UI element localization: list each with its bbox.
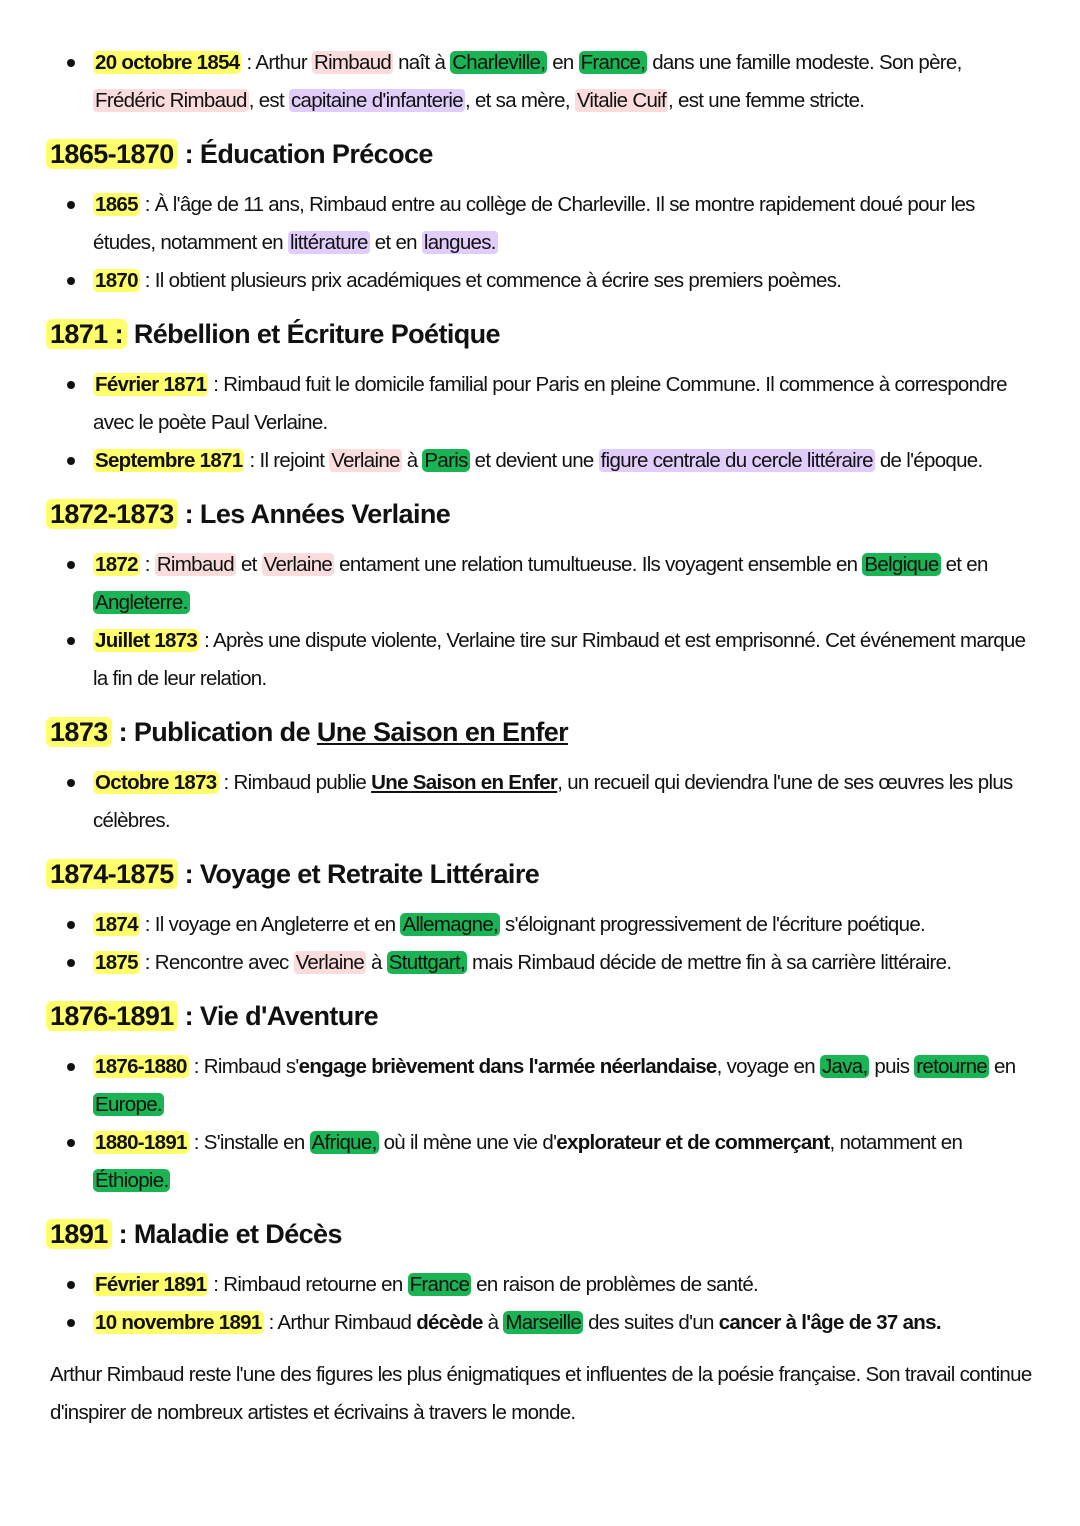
place-highlight: Afrique, xyxy=(311,1131,377,1154)
text-run: : Arthur Rimbaud xyxy=(263,1311,417,1334)
list-item xyxy=(46,1304,1036,1342)
timeline-section xyxy=(46,996,1036,1200)
list-item xyxy=(46,944,1036,982)
text-run: , et sa mère, xyxy=(464,89,575,112)
event-list xyxy=(46,1048,1036,1200)
place-highlight: Stuttgart, xyxy=(388,951,465,974)
section-year: 1874-1875 xyxy=(46,859,178,889)
date-highlight: 10 novembre 1891 xyxy=(95,1311,262,1334)
concept-highlight: littérature xyxy=(290,231,368,254)
timeline-section xyxy=(46,854,1036,982)
section-heading xyxy=(46,1214,1036,1254)
section-heading xyxy=(46,314,1036,354)
date-highlight: 1876-1880 xyxy=(95,1055,187,1078)
timeline-section xyxy=(46,1214,1036,1342)
person-highlight: Rimbaud xyxy=(156,553,234,576)
text-run: : Rimbaud retourne en xyxy=(208,1273,408,1296)
place-highlight: Angleterre. xyxy=(95,591,188,614)
text-run: : Rimbaud fuit le domicile familial pour Paris en pleine Commune. Il commence à correspondre avec le poète Paul Verlaine. xyxy=(93,373,1007,434)
list-item xyxy=(46,546,1036,622)
list-item xyxy=(46,906,1036,944)
text-run: où il mène une vie d' xyxy=(378,1131,557,1154)
text-run: à xyxy=(401,449,423,472)
text-run: , notamment en xyxy=(829,1131,963,1154)
section-year: 1871 : xyxy=(46,319,127,349)
list-item xyxy=(46,1124,1036,1200)
person-highlight: Verlaine xyxy=(331,449,400,472)
timeline-sections xyxy=(46,134,1036,1342)
text-run: , est une femme stricte. xyxy=(668,89,865,112)
section-title: : Maladie et Décès xyxy=(111,1219,342,1249)
text-run: et xyxy=(235,553,262,576)
work-title: Une Saison en Enfer xyxy=(371,771,558,794)
text-run: dans une famille modeste. Son père, xyxy=(647,51,962,74)
bold-text: engage brièvement dans l'armée néerlandaise xyxy=(298,1055,717,1078)
text-run: : Après une dispute violente, Verlaine tire sur Rimbaud et est emprisonné. Cet événement marque la fin de leur relation. xyxy=(93,629,1026,690)
bold-text: décède xyxy=(416,1311,483,1334)
date-highlight: 1870 xyxy=(95,269,138,292)
text-run: en xyxy=(989,1055,1016,1078)
text-run: et en xyxy=(369,231,422,254)
section-title: : Vie d'Aventure xyxy=(177,1001,379,1031)
place-highlight: Allemagne, xyxy=(402,913,499,936)
concept-highlight: capitaine d'infanterie xyxy=(290,89,463,112)
text-run: : Il obtient plusieurs prix académiques et commence à écrire ses premiers poèmes. xyxy=(139,269,842,292)
text-run: : Arthur xyxy=(241,51,312,74)
text-run: : S'installe en xyxy=(188,1131,310,1154)
text-run: puis xyxy=(869,1055,915,1078)
date-highlight: 20 octobre 1854 xyxy=(95,51,240,74)
event-list xyxy=(46,1266,1036,1342)
place-highlight: Charleville, xyxy=(452,51,546,74)
event-list xyxy=(46,546,1036,698)
text-run: et devient une xyxy=(469,449,599,472)
section-year: 1865-1870 xyxy=(46,139,178,169)
place-highlight: Belgique xyxy=(864,553,939,576)
section-title: : Les Années Verlaine xyxy=(177,499,451,529)
section-title: : Éducation Précoce xyxy=(177,139,433,169)
section-title: : Voyage et Retraite Littéraire xyxy=(177,859,540,889)
event-list xyxy=(46,764,1036,840)
text-run: , voyage en xyxy=(716,1055,820,1078)
date-highlight: 1865 xyxy=(95,193,138,216)
date-highlight: Juillet 1873 xyxy=(95,629,198,652)
list-item xyxy=(46,186,1036,262)
date-highlight: Février 1871 xyxy=(95,373,207,396)
list-item xyxy=(46,262,1036,300)
text-run: : Rimbaud s' xyxy=(188,1055,299,1078)
section-heading xyxy=(46,712,1036,752)
place-highlight: Marseille xyxy=(505,1311,582,1334)
text-run: de l'époque. xyxy=(874,449,983,472)
text-run: s'éloignant progressivement de l'écriture poétique. xyxy=(500,913,926,936)
text-run: à xyxy=(366,951,387,974)
section-year: 1873 xyxy=(46,717,112,747)
text-run: des suites d'un xyxy=(583,1311,719,1334)
concept-highlight: figure centrale du cercle littéraire xyxy=(600,449,873,472)
person-highlight: Vitalie Cuif xyxy=(576,89,667,112)
section-heading xyxy=(46,134,1036,174)
text-run: et en xyxy=(940,553,988,576)
event-list xyxy=(46,906,1036,982)
date-highlight: 1875 xyxy=(95,951,138,974)
person-highlight: Verlaine xyxy=(295,951,365,974)
document xyxy=(46,44,1036,1432)
date-highlight: Septembre 1871 xyxy=(95,449,243,472)
person-highlight: Verlaine xyxy=(263,553,333,576)
timeline-section xyxy=(46,314,1036,480)
list-item xyxy=(46,366,1036,442)
conclusion-paragraph: Arthur Rimbaud reste l'une des figures les plus énigmatiques et influentes de la poésie française. Son travail continue d'inspirer de nombreux artistes et écrivains à travers le monde. xyxy=(50,1363,1032,1424)
place-highlight: Europe. xyxy=(95,1093,162,1116)
list-item xyxy=(46,44,1036,120)
text-run: : Il voyage en Angleterre et en xyxy=(139,913,401,936)
text-run: : Il rejoint xyxy=(244,449,330,472)
place-highlight: Éthiopie. xyxy=(95,1169,169,1192)
place-highlight: retourne xyxy=(916,1055,988,1078)
text-run: : Rencontre avec xyxy=(139,951,294,974)
event-list xyxy=(46,186,1036,300)
section-title-work: Une Saison en Enfer xyxy=(316,717,569,747)
section-year: 1891 xyxy=(46,1219,112,1249)
text-run: en xyxy=(547,51,579,74)
date-highlight: 1874 xyxy=(95,913,138,936)
text-run: à xyxy=(482,1311,504,1334)
section-heading xyxy=(46,854,1036,894)
place-highlight: Java, xyxy=(821,1055,868,1078)
timeline-section xyxy=(46,134,1036,300)
concept-highlight: langues. xyxy=(423,231,496,254)
bold-text: cancer à l'âge de 37 ans. xyxy=(718,1311,941,1334)
place-highlight: France, xyxy=(580,51,646,74)
date-highlight: Février 1891 xyxy=(95,1273,207,1296)
text-run: , est xyxy=(248,89,289,112)
list-item xyxy=(46,622,1036,698)
list-item xyxy=(46,1266,1036,1304)
text-run: en raison de problèmes de santé. xyxy=(471,1273,759,1296)
text-run: : xyxy=(139,553,155,576)
section-year: 1876-1891 xyxy=(46,1001,178,1031)
event-list xyxy=(46,366,1036,480)
text-run: naît à xyxy=(393,51,451,74)
section-heading xyxy=(46,996,1036,1036)
place-highlight: France xyxy=(409,1273,470,1296)
section-title: : Publication de xyxy=(111,717,317,747)
person-highlight: Rimbaud xyxy=(313,51,392,74)
text-run: , un recueil qui deviendra l'une de ses œuvres les plus célèbres. xyxy=(93,771,1013,832)
date-highlight: Octobre 1873 xyxy=(95,771,217,794)
section-title: Rébellion et Écriture Poétique xyxy=(126,319,500,349)
timeline-section xyxy=(46,712,1036,840)
text-run: entament une relation tumultueuse. Ils voyagent ensemble en xyxy=(334,553,863,576)
section-year: 1872-1873 xyxy=(46,499,178,529)
section-heading xyxy=(46,494,1036,534)
text-run: : Rimbaud publie xyxy=(218,771,372,794)
text-run: : À l'âge de 11 ans, Rimbaud entre au collège de Charleville. Il se montre rapidement doué pour les études, notamment en xyxy=(93,193,975,254)
date-highlight: 1880-1891 xyxy=(95,1131,187,1154)
person-highlight: Frédéric Rimbaud xyxy=(95,89,247,112)
timeline-section xyxy=(46,494,1036,698)
intro-list xyxy=(46,44,1036,120)
list-item xyxy=(46,442,1036,480)
bold-text: explorateur et de commerçant xyxy=(556,1131,830,1154)
place-highlight: Paris xyxy=(424,449,468,472)
date-highlight: 1872 xyxy=(95,553,138,576)
text-run: mais Rimbaud décide de mettre fin à sa carrière littéraire. xyxy=(466,951,952,974)
list-item xyxy=(46,764,1036,840)
list-item xyxy=(46,1048,1036,1124)
